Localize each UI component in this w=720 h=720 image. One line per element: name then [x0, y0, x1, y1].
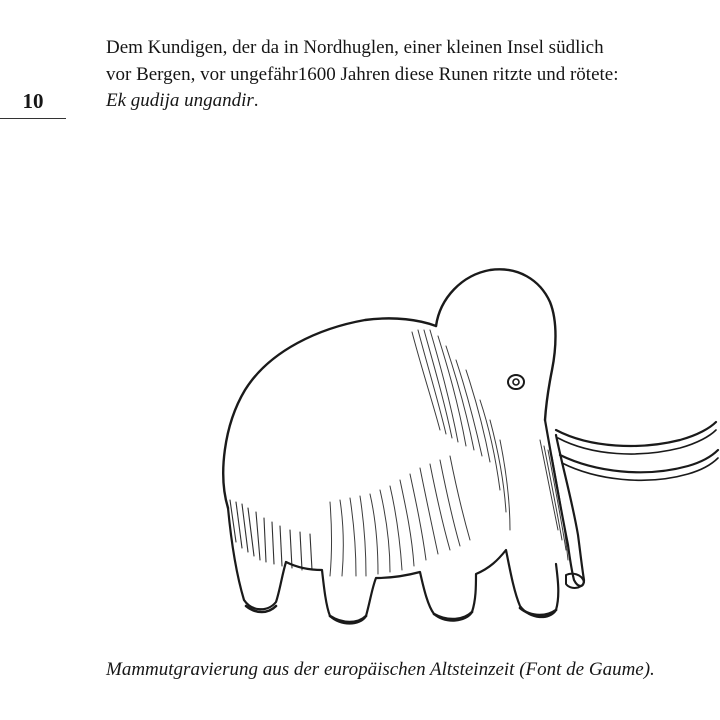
mammoth-trunk-outline — [545, 420, 584, 586]
mammoth-legs-outline — [286, 550, 558, 624]
mammoth-eye-outer — [508, 375, 524, 389]
page-number: 10 — [22, 89, 44, 113]
mammoth-foot-pads — [246, 606, 556, 622]
mammoth-belly-fringe — [230, 500, 312, 570]
figure-caption: Mammutgravierung aus der europäischen Altsteinzeit (Font de Gaume). — [106, 659, 655, 680]
body-line-2: vor Bergen, vor ungefähr1600 Jahren diese Runen ritzte und rötete: — [106, 63, 619, 85]
mammoth-tusk-lower-inner — [562, 458, 718, 480]
page-number-rule — [0, 118, 66, 119]
rune-inscription: Ek gudija ungandir — [106, 90, 254, 111]
mammoth-back-outline — [223, 318, 436, 508]
body-line-3 — [106, 88, 706, 115]
mammoth-engraving-illustration — [200, 250, 720, 650]
mammoth-tusk-upper — [556, 422, 716, 446]
mammoth-hair-shading — [330, 330, 510, 576]
mammoth-tusk-upper-inner — [558, 430, 716, 454]
mammoth-figure — [200, 250, 720, 650]
body-paragraph — [106, 35, 706, 115]
mammoth-trunk-hair — [540, 440, 568, 560]
body-line-1: Dem Kundigen, der da in Nordhuglen, einer kleinen Insel südlich — [106, 37, 604, 58]
mammoth-eye-inner — [513, 379, 519, 385]
mammoth-head-outline — [436, 269, 556, 420]
body-line-3-end: . — [253, 90, 259, 111]
